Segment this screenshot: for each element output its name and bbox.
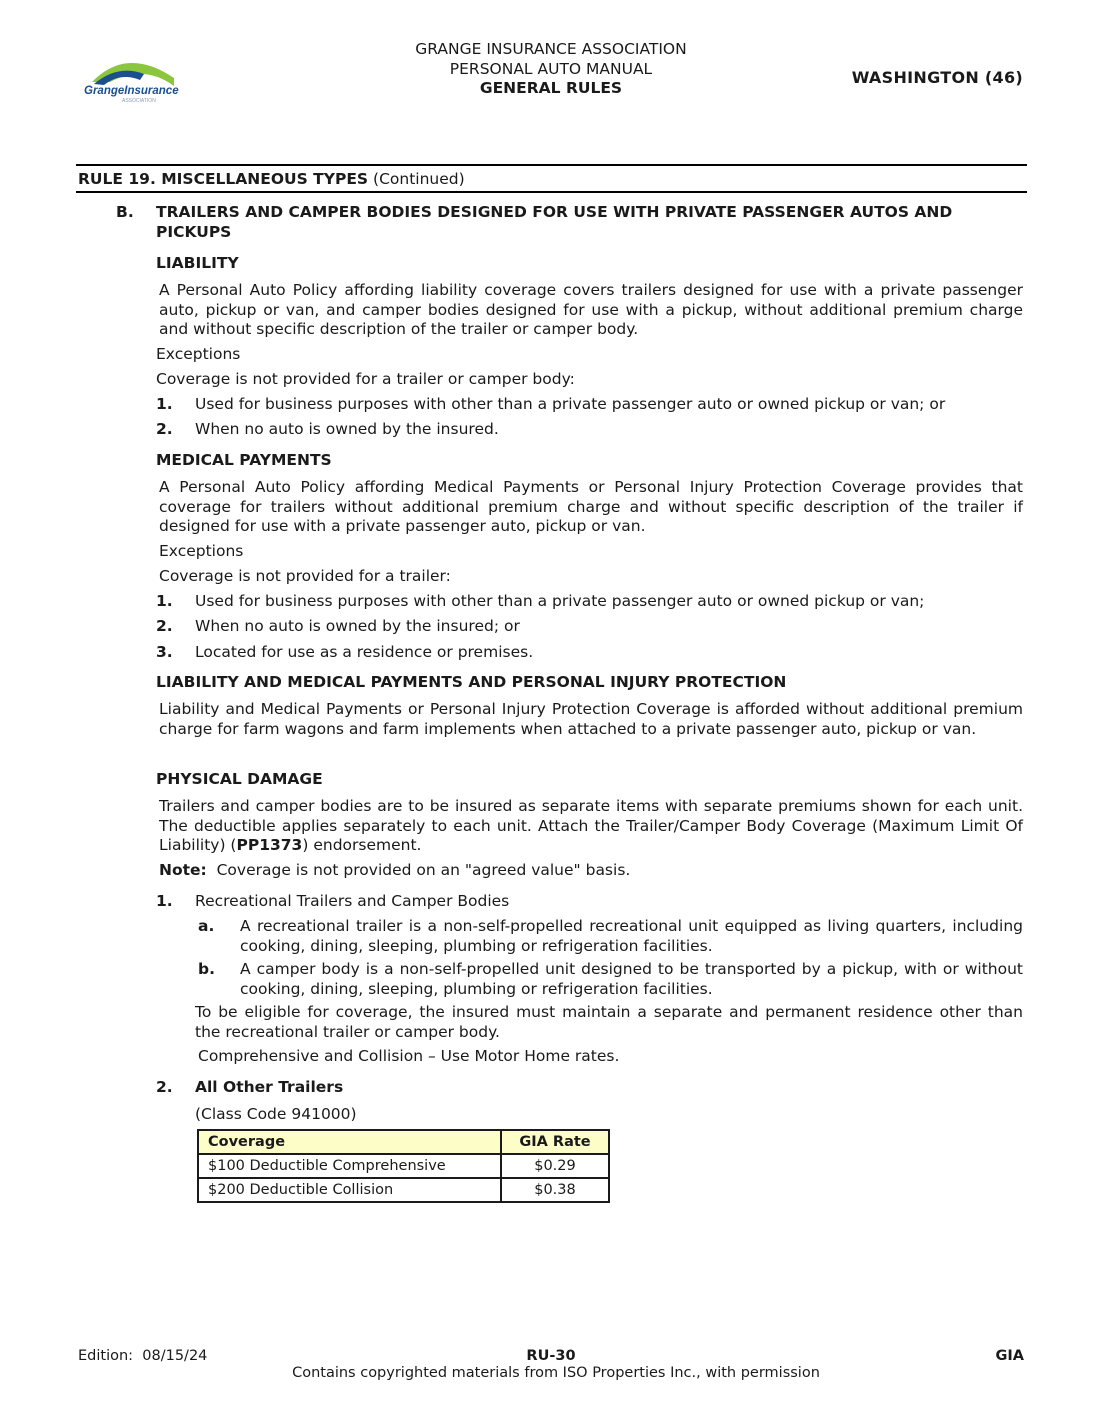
form-number: PP1373 xyxy=(236,836,303,854)
coverage-cell: $200 Deductible Collision xyxy=(198,1178,501,1202)
liability-exceptions-intro: Coverage is not provided for a trailer or camper body: xyxy=(156,370,575,388)
liab-med-heading: LIABILITY AND MEDICAL PAYMENTS AND PERSONAL INJURY PROTECTION xyxy=(156,673,787,691)
medical-exceptions-intro: Coverage is not provided for a trailer: xyxy=(159,567,451,585)
note-label: Note: xyxy=(159,861,207,879)
physical-paragraph xyxy=(159,797,1023,856)
rule-continued: (Continued) xyxy=(368,170,465,188)
physical-item-title: Recreational Trailers and Camper Bodies xyxy=(195,892,510,910)
physical-para-end: ) endorsement. xyxy=(302,836,422,854)
medical-item-number: 1. xyxy=(156,592,173,610)
header-title-block xyxy=(300,40,802,99)
liability-heading: LIABILITY xyxy=(156,254,239,272)
coverage-cell: $100 Deductible Comprehensive xyxy=(198,1154,501,1178)
rates-note: Comprehensive and Collision – Use Motor Home rates. xyxy=(198,1047,620,1065)
header-state: WASHINGTON (46) xyxy=(851,68,1023,87)
medical-item-number: 2. xyxy=(156,617,173,635)
column-header-rate: GIA Rate xyxy=(501,1130,609,1154)
medical-item-number: 3. xyxy=(156,643,173,661)
section-b-title-line2: PICKUPS xyxy=(156,222,232,241)
physical-para-text: Trailers and camper bodies are to be insured as separate items with separate premiums shown for each unit. The deductible applies separately to each unit. Attach the Trailer/Camper Body Coverage (Maximum Limit Of Liability) ( xyxy=(159,797,1023,854)
sub-item-letter: a. xyxy=(198,917,215,935)
section-b-title-line1: TRAILERS AND CAMPER BODIES DESIGNED FOR USE WITH PRIVATE PASSENGER AUTOS AND xyxy=(156,203,953,221)
header-org: GRANGE INSURANCE ASSOCIATION xyxy=(415,40,687,58)
rate-cell: $0.29 xyxy=(501,1154,609,1178)
medical-item-text: Located for use as a residence or premises. xyxy=(195,643,534,661)
sub-item-letter: b. xyxy=(198,960,215,978)
section-b-title xyxy=(156,203,1026,242)
liab-med-paragraph: Liability and Medical Payments or Personal Injury Protection Coverage is afforded without additional premium charge for farm wagons and farm implements when attached to a private passenger auto, pickup or van. xyxy=(159,700,1023,738)
eligibility-paragraph: To be eligible for coverage, the insured must maintain a separate and permanent residence other than the recreational trailer or camper body. xyxy=(195,1003,1023,1041)
medical-heading: MEDICAL PAYMENTS xyxy=(156,451,332,469)
liability-item-number: 2. xyxy=(156,420,173,438)
company-logo xyxy=(82,52,182,104)
header-section: GENERAL RULES xyxy=(479,79,623,97)
logo-text: GrangeInsurance xyxy=(84,85,179,97)
medical-item-text: Used for business purposes with other than a private passenger auto or owned pickup or van; xyxy=(195,592,925,610)
physical-item-number: 2. xyxy=(156,1078,173,1096)
liability-item-text: When no auto is owned by the insured. xyxy=(195,420,499,438)
table-row xyxy=(198,1154,609,1178)
rate-table xyxy=(197,1129,610,1203)
medical-exceptions-label: Exceptions xyxy=(159,542,244,560)
rule-title: RULE 19. MISCELLANEOUS TYPES xyxy=(78,170,369,188)
liability-paragraph: A Personal Auto Policy affording liability coverage covers trailers designed for use with a private passenger auto, pickup or van, and camper bodies designed for use with a pickup, without additional premium charge and without specific description of the trailer or camper body. xyxy=(159,281,1023,338)
physical-item-number: 1. xyxy=(156,892,173,910)
liability-item-number: 1. xyxy=(156,395,173,413)
logo-subtext: ASSOCIATION xyxy=(122,98,156,104)
note-text: Coverage is not provided on an "agreed value" basis. xyxy=(206,861,631,879)
liability-exceptions-label: Exceptions xyxy=(156,345,241,363)
medical-paragraph: A Personal Auto Policy affording Medical Payments or Personal Injury Protection Coverage provides that coverage for trailers without additional premium charge and without specific description of the trailer if designed for use with a private passenger auto, pickup or van. xyxy=(159,478,1023,535)
sub-item-text: A recreational trailer is a non-self-propelled recreational unit equipped as living quarters, including cooking, dining, sleeping, plumbing or refrigeration facilities. xyxy=(240,917,1023,955)
liability-item-text: Used for business purposes with other than a private passenger auto or owned pickup or van; or xyxy=(195,395,946,413)
logo-graphic xyxy=(82,52,182,104)
medical-item-text: When no auto is owned by the insured; or xyxy=(195,617,520,635)
rule-title-bar xyxy=(76,164,1027,193)
column-header-coverage: Coverage xyxy=(198,1130,501,1154)
physical-note xyxy=(159,861,630,879)
footer-edition: Edition: 08/15/24 xyxy=(78,1348,208,1364)
physical-heading: PHYSICAL DAMAGE xyxy=(156,770,323,788)
footer-company: GIA xyxy=(995,1348,1024,1364)
rate-cell: $0.38 xyxy=(501,1178,609,1202)
class-code: (Class Code 941000) xyxy=(195,1105,357,1123)
table-header-row xyxy=(198,1130,609,1154)
physical-item-title: All Other Trailers xyxy=(195,1078,344,1096)
section-b-letter: B. xyxy=(116,203,134,221)
sub-item-text: A camper body is a non-self-propelled unit designed to be transported by a pickup, with or without cooking, dining, sleeping, plumbing or refrigeration facilities. xyxy=(240,960,1023,998)
footer-copyright: Contains copyrighted materials from ISO Properties Inc., with permission xyxy=(292,1365,820,1381)
table-row xyxy=(198,1178,609,1202)
footer-page-number: RU-30 xyxy=(526,1348,576,1364)
header-manual: PERSONAL AUTO MANUAL xyxy=(449,59,653,78)
